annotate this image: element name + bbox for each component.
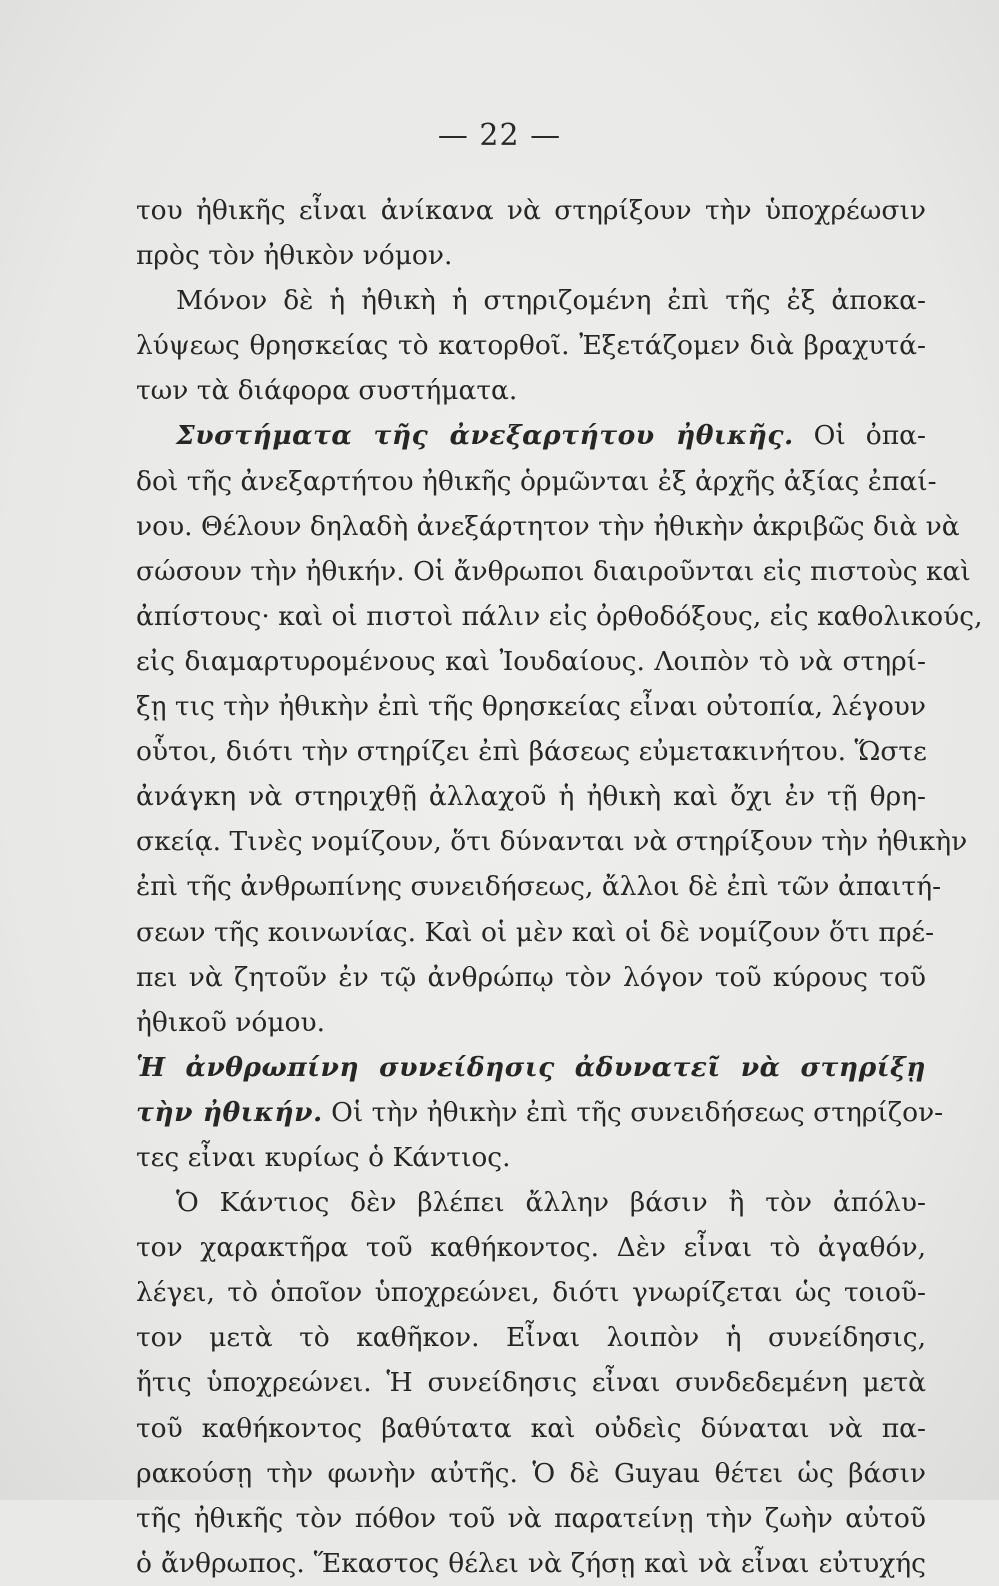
text-line: Μόνον δὲ ἡ ἠθικὴ ἡ στηριζομένη ἐπὶ τῆς ἐξ ἀποκα- — [176, 285, 926, 317]
text-line: τῆς ἠθικῆς τὸν πόθον τοῦ νὰ παρατείνῃ τὴν ζωὴν αὐτοῦ — [136, 1502, 926, 1534]
text-line: οὗτοι, διότι τὴν στηρίζει ἐπὶ βάσεως εὐμετακινήτου. Ὥστε — [136, 736, 927, 768]
text-line: ἠθικοῦ νόμου. — [136, 1006, 326, 1038]
text-line: τον μετὰ τὸ καθῆκον. Εἶναι λοιπὸν ἡ συνείδησις, — [136, 1322, 926, 1354]
text-line: ἀπίστους· καὶ οἱ πιστοὶ πάλιν εἰς ὀρθοδόξους, εἰς καθολικούς, — [136, 600, 983, 632]
text-line: πρὸς τὸν ἠθικὸν νόμον. — [136, 240, 453, 272]
text-line: ἀνάγκη νὰ στηριχθῇ ἀλλαχοῦ ἡ ἠθικὴ καὶ ὄχι ἐν τῇ θρη- — [136, 781, 926, 813]
text-line: του ἠθικῆς εἶναι ἀνίκανα νὰ στηρίξουν τὴν ὑποχρέωσιν — [136, 195, 926, 226]
text-line: Ὁ Κάντιος δὲν βλέπει ἄλλην βάσιν ἢ τὸν ἀπόλυ- — [176, 1187, 926, 1219]
text-line: των τὰ διάφορα συστήματα. — [136, 375, 518, 407]
text-line: τον χαρακτῆρα τοῦ καθήκοντος. Δὲν εἶναι τὸ ἀγαθόν, — [136, 1232, 926, 1264]
section-heading-line — [136, 1045, 926, 1090]
text-fragment: Οἱ τὴν ἠθικὴν ἐπὶ τῆς συνειδήσεως στηρίζον- — [322, 1096, 944, 1128]
text-line: πει νὰ ζητοῦν ἐν τῷ ἀνθρώπῳ τὸν λόγον τοῦ κύρους τοῦ — [136, 961, 926, 993]
text-line: τες εἶναι κυρίως ὁ Κάντιος. — [136, 1141, 511, 1173]
text-fragment: Οἱ ὀπα- — [793, 420, 926, 452]
text-line: δοὶ τῆς ἀνεξαρτήτου ἠθικῆς ὁρμῶνται ἐξ ἀρχῆς ἀξίας ἐπαί- — [136, 465, 937, 497]
text-line: σκείᾳ. Τινὲς νομίζουν, ὅτι δύνανται νὰ στηρίξουν τὴν ἠθικὴν — [136, 826, 968, 858]
text-line: εἰς διαμαρτυρομένους καὶ Ἰουδαίους. Λοιπὸν τὸ νὰ στηρί- — [136, 645, 926, 677]
text-line: σώσουν τὴν ἠθικήν. Οἱ ἄνθρωποι διαιροῦνται εἰς πιστοὺς καὶ — [136, 555, 971, 587]
text-line: ὁ ἄνθρωπος. Ἕκαστος θέλει νὰ ζήσῃ καὶ νὰ εἶναι εὐτυχής — [136, 1547, 926, 1579]
body-text — [136, 188, 983, 1586]
text-line: λέγει, τὸ ὁποῖον ὑποχρεώνει, διότι γνωρίζεται ὡς τοιοῦ- — [136, 1277, 926, 1309]
section-heading-line — [136, 413, 926, 458]
section-heading-continued: τὴν ἠθικήν. — [136, 1096, 323, 1128]
section-heading-line — [136, 1090, 944, 1135]
text-line: ξῃ τις τὴν ἠθικὴν ἐπὶ τῆς θρησκείας εἶναι οὐτοπία, λέγουν — [136, 691, 926, 723]
text-line: ρακούσῃ τὴν φωνὴν αὐτῆς. Ὁ δὲ Guyau θέτει ὡς βάσιν — [136, 1457, 926, 1489]
page-number: — 22 — — [437, 118, 562, 153]
text-line: τοῦ καθήκοντος βαθύτατα καὶ οὐδεὶς δύναται νὰ πα- — [136, 1412, 926, 1444]
text-line: ἐπὶ τῆς ἀνθρωπίνης συνειδήσεως, ἄλλοι δὲ ἐπὶ τῶν ἀπαιτή- — [136, 871, 942, 903]
text-line: λύψεως θρησκείας τὸ κατορθοῖ. Ἐξετάζομεν διὰ βραχυτά- — [136, 330, 926, 362]
text-line: νου. Θέλουν δηλαδὴ ἀνεξάρτητον τὴν ἠθικὴν ἀκριβῶς διὰ νὰ — [136, 510, 960, 542]
section-heading: Συστήματα τῆς ἀνεξαρτήτου ἠθικῆς. — [176, 420, 794, 452]
text-line: σεων τῆς κοινωνίας. Καὶ οἱ μὲν καὶ οἱ δὲ νομίζουν ὅτι πρέ- — [136, 916, 935, 948]
text-line: ἥτις ὑποχρεώνει. Ἡ συνείδησις εἶναι συνδεδεμένη μετὰ — [136, 1367, 926, 1399]
section-heading: Ἡ ἀνθρωπίνη συνείδησις ἀδυνατεῖ νὰ στηρίξῃ — [136, 1051, 926, 1083]
